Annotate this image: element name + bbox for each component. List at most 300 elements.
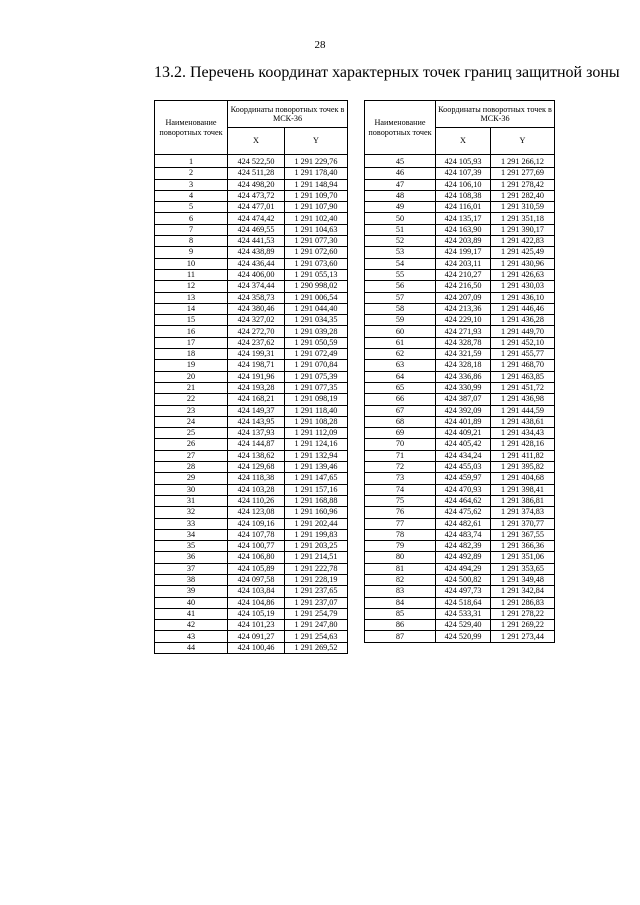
table-row	[155, 597, 348, 608]
table-row	[365, 586, 555, 597]
point-number: 39	[155, 586, 228, 597]
table-row	[155, 428, 348, 439]
coord-x: 424 143,95	[228, 416, 285, 427]
coord-x: 424 199,31	[228, 349, 285, 360]
coord-y: 1 291 278,22	[491, 608, 555, 619]
coord-x: 424 409,21	[436, 428, 491, 439]
table-row	[365, 597, 555, 608]
table-row	[365, 371, 555, 382]
point-number: 18	[155, 349, 228, 360]
coord-x: 424 522,50	[228, 155, 285, 168]
table-row	[365, 631, 555, 642]
coord-y: 1 291 426,63	[491, 269, 555, 280]
table-row	[155, 337, 348, 348]
point-number: 65	[365, 382, 436, 393]
table-row	[365, 281, 555, 292]
table-row	[365, 155, 555, 168]
point-number: 24	[155, 416, 228, 427]
table-row	[155, 631, 348, 642]
coord-x: 424 106,10	[436, 179, 491, 190]
point-number: 4	[155, 190, 228, 201]
table-row	[155, 236, 348, 247]
point-number: 68	[365, 416, 436, 427]
point-number: 38	[155, 574, 228, 585]
coord-y: 1 291 422,83	[491, 236, 555, 247]
point-number: 79	[365, 541, 436, 552]
table-row	[365, 507, 555, 518]
coord-y: 1 291 446,46	[491, 303, 555, 314]
coord-y: 1 291 109,70	[285, 190, 348, 201]
point-number: 82	[365, 574, 436, 585]
point-number: 72	[365, 462, 436, 473]
coord-y: 1 291 351,06	[491, 552, 555, 563]
point-number: 75	[365, 495, 436, 506]
table-row	[365, 529, 555, 540]
point-number: 49	[365, 202, 436, 213]
table-row	[365, 168, 555, 179]
point-number: 78	[365, 529, 436, 540]
point-number: 51	[365, 224, 436, 235]
coord-x: 424 374,44	[228, 281, 285, 292]
table-row	[155, 473, 348, 484]
coord-x: 424 116,01	[436, 202, 491, 213]
table-row	[365, 620, 555, 631]
coord-x: 424 470,93	[436, 484, 491, 495]
point-number: 83	[365, 586, 436, 597]
coord-x: 424 529,40	[436, 620, 491, 631]
coord-x: 424 406,00	[228, 269, 285, 280]
coord-x: 424 229,10	[436, 315, 491, 326]
coord-y: 1 291 254,79	[285, 608, 348, 619]
coord-y: 1 291 278,42	[491, 179, 555, 190]
header-y: Y	[491, 128, 555, 155]
point-number: 31	[155, 495, 228, 506]
coord-y: 1 291 112,09	[285, 428, 348, 439]
coord-y: 1 291 107,90	[285, 202, 348, 213]
point-number: 46	[365, 168, 436, 179]
point-number: 3	[155, 179, 228, 190]
point-number: 76	[365, 507, 436, 518]
coord-x: 424 511,28	[228, 168, 285, 179]
point-number: 53	[365, 247, 436, 258]
table-row	[365, 394, 555, 405]
coord-y: 1 291 452,10	[491, 337, 555, 348]
coord-x: 424 492,89	[436, 552, 491, 563]
coord-x: 424 441,53	[228, 236, 285, 247]
point-number: 20	[155, 371, 228, 382]
table-row	[365, 541, 555, 552]
table-row	[155, 416, 348, 427]
coord-y: 1 291 449,70	[491, 326, 555, 337]
point-number: 69	[365, 428, 436, 439]
coord-y: 1 291 367,55	[491, 529, 555, 540]
point-number: 16	[155, 326, 228, 337]
table-row	[365, 213, 555, 224]
table-row	[365, 337, 555, 348]
header-point-name: Наименование поворотных точек	[365, 101, 436, 155]
table-row	[155, 405, 348, 416]
table-row	[155, 484, 348, 495]
coord-x: 424 358,73	[228, 292, 285, 303]
table-row	[365, 224, 555, 235]
table-row	[365, 382, 555, 393]
coord-y: 1 291 139,46	[285, 462, 348, 473]
coord-y: 1 291 077,35	[285, 382, 348, 393]
header-y: Y	[285, 128, 348, 155]
table-row	[155, 179, 348, 190]
table-row	[155, 326, 348, 337]
table-row	[155, 281, 348, 292]
point-number: 22	[155, 394, 228, 405]
header-x: X	[436, 128, 491, 155]
coord-y: 1 291 237,07	[285, 597, 348, 608]
coord-x: 424 459,97	[436, 473, 491, 484]
coord-y: 1 291 351,18	[491, 213, 555, 224]
table-row	[365, 495, 555, 506]
table-row	[155, 303, 348, 314]
coord-y: 1 291 266,12	[491, 155, 555, 168]
table-row	[155, 155, 348, 168]
coord-y: 1 291 006,54	[285, 292, 348, 303]
coord-y: 1 291 108,28	[285, 416, 348, 427]
point-number: 21	[155, 382, 228, 393]
point-number: 56	[365, 281, 436, 292]
point-number: 63	[365, 360, 436, 371]
table-row	[155, 586, 348, 597]
coord-x: 424 105,19	[228, 608, 285, 619]
coord-x: 424 110,26	[228, 495, 285, 506]
coord-x: 424 213,36	[436, 303, 491, 314]
coord-y: 1 291 254,63	[285, 631, 348, 642]
table-row	[365, 236, 555, 247]
coord-y: 1 291 398,41	[491, 484, 555, 495]
point-number: 28	[155, 462, 228, 473]
point-number: 10	[155, 258, 228, 269]
coord-y: 1 291 282,40	[491, 190, 555, 201]
table-row	[365, 269, 555, 280]
point-number: 5	[155, 202, 228, 213]
table-row	[155, 190, 348, 201]
point-number: 71	[365, 450, 436, 461]
coord-x: 424 193,28	[228, 382, 285, 393]
coord-x: 424 100,46	[228, 642, 285, 653]
coord-y: 1 291 147,65	[285, 473, 348, 484]
table-row	[365, 462, 555, 473]
coord-x: 424 163,90	[436, 224, 491, 235]
table-row	[365, 202, 555, 213]
coord-y: 1 291 073,60	[285, 258, 348, 269]
coord-y: 1 291 411,82	[491, 450, 555, 461]
table-row	[365, 428, 555, 439]
coord-y: 1 291 247,80	[285, 620, 348, 631]
coord-y: 1 291 104,63	[285, 224, 348, 235]
point-number: 9	[155, 247, 228, 258]
point-number: 27	[155, 450, 228, 461]
table-row	[155, 224, 348, 235]
coord-x: 424 321,59	[436, 349, 491, 360]
coord-x: 424 473,72	[228, 190, 285, 201]
coord-x: 424 107,78	[228, 529, 285, 540]
table-row	[155, 360, 348, 371]
table-row	[155, 258, 348, 269]
coord-y: 1 291 425,49	[491, 247, 555, 258]
coord-x: 424 477,01	[228, 202, 285, 213]
coord-x: 424 203,11	[436, 258, 491, 269]
coord-y: 1 291 436,28	[491, 315, 555, 326]
point-number: 8	[155, 236, 228, 247]
table-row	[365, 315, 555, 326]
coord-x: 424 455,03	[436, 462, 491, 473]
coord-y: 1 291 404,68	[491, 473, 555, 484]
table-row	[155, 450, 348, 461]
point-number: 48	[365, 190, 436, 201]
coord-y: 1 291 228,19	[285, 574, 348, 585]
coord-x: 424 438,89	[228, 247, 285, 258]
coord-x: 424 210,27	[436, 269, 491, 280]
coord-x: 424 401,89	[436, 416, 491, 427]
coord-y: 1 291 463,85	[491, 371, 555, 382]
table-row	[155, 382, 348, 393]
table-row	[155, 202, 348, 213]
point-number: 12	[155, 281, 228, 292]
coord-y: 1 291 044,40	[285, 303, 348, 314]
point-number: 52	[365, 236, 436, 247]
coord-y: 1 291 160,96	[285, 507, 348, 518]
coord-y: 1 291 039,28	[285, 326, 348, 337]
coord-y: 1 291 148,94	[285, 179, 348, 190]
coord-y: 1 291 436,10	[491, 292, 555, 303]
point-number: 11	[155, 269, 228, 280]
coord-x: 424 271,93	[436, 326, 491, 337]
table-row	[365, 405, 555, 416]
point-number: 57	[365, 292, 436, 303]
point-number: 41	[155, 608, 228, 619]
table-row	[365, 190, 555, 201]
table-row	[155, 608, 348, 619]
point-number: 37	[155, 563, 228, 574]
coord-x: 424 123,08	[228, 507, 285, 518]
coord-x: 424 336,86	[436, 371, 491, 382]
point-number: 44	[155, 642, 228, 653]
coord-x: 424 328,18	[436, 360, 491, 371]
coord-x: 424 103,28	[228, 484, 285, 495]
point-number: 23	[155, 405, 228, 416]
coord-y: 1 291 436,98	[491, 394, 555, 405]
coord-y: 1 291 229,76	[285, 155, 348, 168]
coord-x: 424 498,20	[228, 179, 285, 190]
coord-x: 424 500,82	[436, 574, 491, 585]
point-number: 47	[365, 179, 436, 190]
table-row	[155, 371, 348, 382]
coord-y: 1 291 430,03	[491, 281, 555, 292]
point-number: 43	[155, 631, 228, 642]
table-row	[155, 292, 348, 303]
table-row	[365, 349, 555, 360]
point-number: 66	[365, 394, 436, 405]
coord-x: 424 198,71	[228, 360, 285, 371]
point-number: 77	[365, 518, 436, 529]
table-row	[365, 292, 555, 303]
coord-y: 1 291 132,94	[285, 450, 348, 461]
coord-y: 1 290 998,02	[285, 281, 348, 292]
coord-x: 424 137,93	[228, 428, 285, 439]
coord-x: 424 105,89	[228, 563, 285, 574]
coord-y: 1 291 098,19	[285, 394, 348, 405]
coord-x: 424 144,87	[228, 439, 285, 450]
coord-y: 1 291 203,25	[285, 541, 348, 552]
coord-y: 1 291 310,59	[491, 202, 555, 213]
coord-x: 424 216,50	[436, 281, 491, 292]
coord-y: 1 291 102,40	[285, 213, 348, 224]
point-number: 30	[155, 484, 228, 495]
table-body-right	[365, 155, 555, 643]
table-row	[155, 213, 348, 224]
coord-y: 1 291 034,35	[285, 315, 348, 326]
coord-y: 1 291 438,61	[491, 416, 555, 427]
coord-x: 424 100,77	[228, 541, 285, 552]
table-row	[365, 247, 555, 258]
point-number: 67	[365, 405, 436, 416]
table-row	[155, 394, 348, 405]
coord-y: 1 291 273,44	[491, 631, 555, 642]
coord-y: 1 291 269,52	[285, 642, 348, 653]
table-row	[155, 541, 348, 552]
coord-x: 424 533,31	[436, 608, 491, 619]
point-number: 13	[155, 292, 228, 303]
coord-y: 1 291 370,77	[491, 518, 555, 529]
coord-x: 424 464,62	[436, 495, 491, 506]
coord-x: 424 327,02	[228, 315, 285, 326]
coord-y: 1 291 277,69	[491, 168, 555, 179]
table-row	[155, 563, 348, 574]
table-row	[155, 247, 348, 258]
point-number: 45	[365, 155, 436, 168]
point-number: 55	[365, 269, 436, 280]
header-x: X	[228, 128, 285, 155]
point-number: 26	[155, 439, 228, 450]
point-number: 7	[155, 224, 228, 235]
coord-y: 1 291 075,39	[285, 371, 348, 382]
table-row	[365, 473, 555, 484]
point-number: 86	[365, 620, 436, 631]
coord-x: 424 436,44	[228, 258, 285, 269]
coord-x: 424 097,58	[228, 574, 285, 585]
coord-y: 1 291 118,40	[285, 405, 348, 416]
coord-x: 424 469,55	[228, 224, 285, 235]
coord-y: 1 291 342,84	[491, 586, 555, 597]
coord-x: 424 207,09	[436, 292, 491, 303]
coord-x: 424 475,62	[436, 507, 491, 518]
table-row	[365, 360, 555, 371]
table-row	[155, 269, 348, 280]
coord-x: 424 168,21	[228, 394, 285, 405]
coord-y: 1 291 386,81	[491, 495, 555, 506]
point-number: 6	[155, 213, 228, 224]
table-row	[365, 484, 555, 495]
point-number: 25	[155, 428, 228, 439]
table-row	[365, 179, 555, 190]
table-row	[155, 168, 348, 179]
coord-x: 424 105,93	[436, 155, 491, 168]
table-row	[155, 518, 348, 529]
coord-x: 424 494,29	[436, 563, 491, 574]
header-point-name: Наименование поворотных точек	[155, 101, 228, 155]
coord-y: 1 291 374,83	[491, 507, 555, 518]
coord-x: 424 272,70	[228, 326, 285, 337]
coord-y: 1 291 070,84	[285, 360, 348, 371]
coord-y: 1 291 455,77	[491, 349, 555, 360]
point-number: 36	[155, 552, 228, 563]
coord-x: 424 482,39	[436, 541, 491, 552]
header-coordinates: Координаты поворотных точек в МСК-36	[436, 101, 555, 128]
coordinates-table-right	[364, 100, 555, 643]
point-number: 34	[155, 529, 228, 540]
coord-y: 1 291 202,44	[285, 518, 348, 529]
coord-y: 1 291 222,78	[285, 563, 348, 574]
table-row	[155, 642, 348, 653]
coord-y: 1 291 168,88	[285, 495, 348, 506]
table-row	[155, 315, 348, 326]
coord-y: 1 291 178,40	[285, 168, 348, 179]
point-number: 29	[155, 473, 228, 484]
point-number: 74	[365, 484, 436, 495]
coord-x: 424 518,64	[436, 597, 491, 608]
point-number: 59	[365, 315, 436, 326]
point-number: 81	[365, 563, 436, 574]
page-number: 28	[314, 39, 326, 51]
point-number: 85	[365, 608, 436, 619]
point-number: 2	[155, 168, 228, 179]
coord-x: 424 392,09	[436, 405, 491, 416]
coord-y: 1 291 390,17	[491, 224, 555, 235]
point-number: 61	[365, 337, 436, 348]
coord-x: 424 474,42	[228, 213, 285, 224]
coord-y: 1 291 199,83	[285, 529, 348, 540]
table-row	[365, 574, 555, 585]
point-number: 35	[155, 541, 228, 552]
table-row	[365, 450, 555, 461]
coord-x: 424 330,99	[436, 382, 491, 393]
coord-x: 424 405,42	[436, 439, 491, 450]
table-row	[365, 608, 555, 619]
point-number: 60	[365, 326, 436, 337]
coord-y: 1 291 157,16	[285, 484, 348, 495]
table-row	[365, 258, 555, 269]
coord-x: 424 199,17	[436, 247, 491, 258]
point-number: 14	[155, 303, 228, 314]
coord-y: 1 291 072,49	[285, 349, 348, 360]
coord-x: 424 328,78	[436, 337, 491, 348]
table-row	[365, 326, 555, 337]
table-row	[155, 574, 348, 585]
table-row	[155, 439, 348, 450]
coord-y: 1 291 050,59	[285, 337, 348, 348]
coord-y: 1 291 434,43	[491, 428, 555, 439]
section-title: 13.2. Перечень координат характерных точек границ защитной зоны	[154, 64, 620, 81]
coord-y: 1 291 072,60	[285, 247, 348, 258]
point-number: 1	[155, 155, 228, 168]
coord-x: 424 103,84	[228, 586, 285, 597]
table-body-left	[155, 155, 348, 654]
table-row	[155, 529, 348, 540]
coord-x: 424 380,46	[228, 303, 285, 314]
coord-y: 1 291 366,36	[491, 541, 555, 552]
point-number: 33	[155, 518, 228, 529]
coord-y: 1 291 349,48	[491, 574, 555, 585]
coord-x: 424 109,16	[228, 518, 285, 529]
table-row	[365, 416, 555, 427]
coord-x: 424 149,37	[228, 405, 285, 416]
